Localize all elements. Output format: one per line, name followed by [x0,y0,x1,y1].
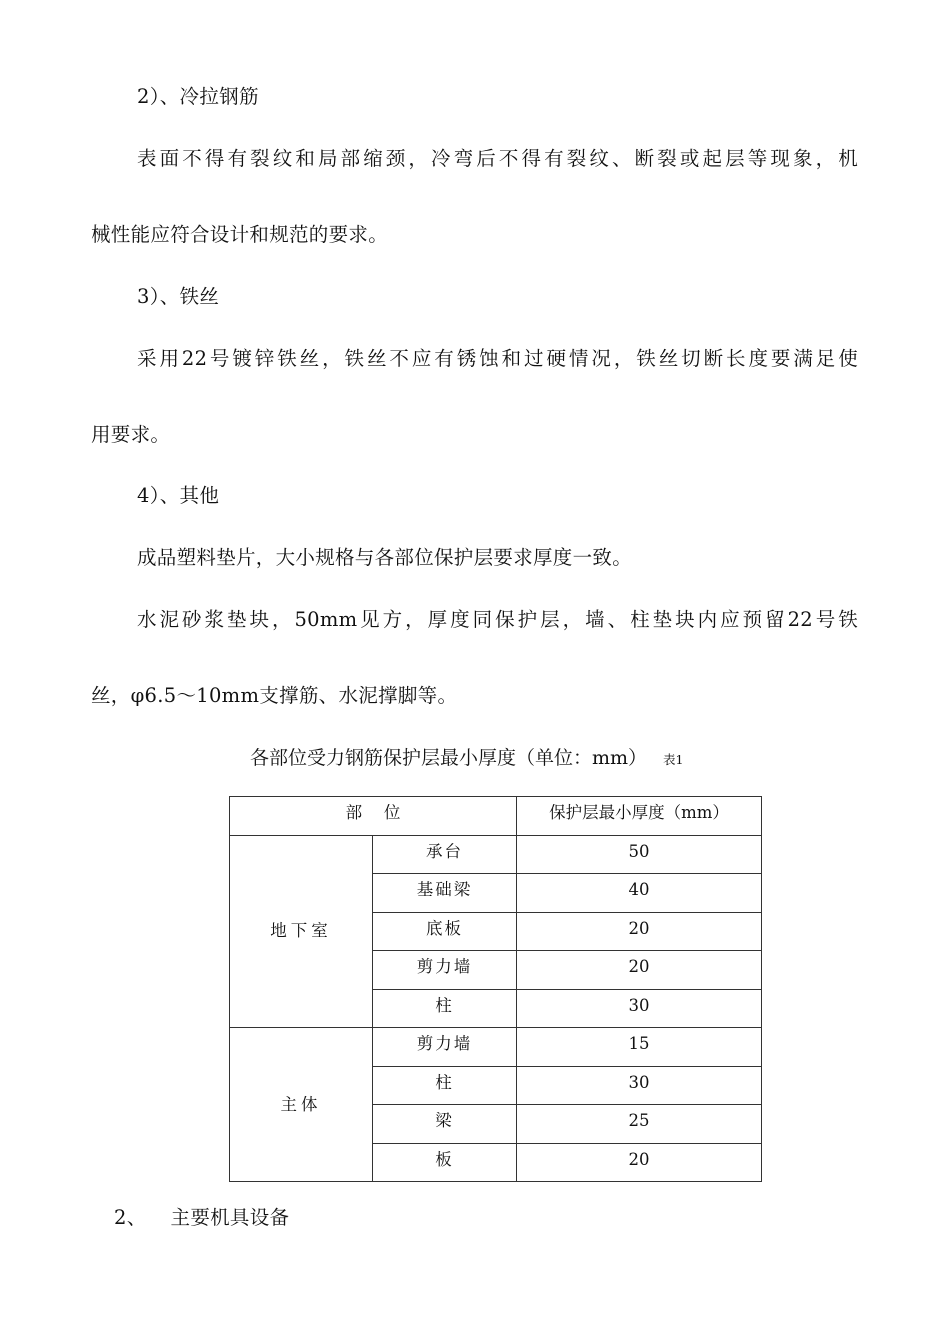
header-part-cell: 部 位 [230,797,517,836]
item-cell: 剪力墙 [373,951,517,990]
item-cell: 剪力墙 [373,1028,517,1067]
header-thickness-cell: 保护层最小厚度（mm） [517,797,762,836]
value-cell: 50 [517,835,762,874]
value-cell: 25 [517,1105,762,1144]
table-row [230,1028,762,1067]
value-cell: 20 [517,951,762,990]
paragraph-mortar-block-line1: 水泥砂浆垫块，50mm见方，厚度同保护层，墙、柱垫块内应预留22号铁 [137,608,858,631]
value-cell: 20 [517,912,762,951]
value-cell: 40 [517,874,762,913]
table-row [230,835,762,874]
paragraph-iron-wire-line2: 用要求。 [91,423,171,446]
heading-other: 4）、其他 [137,484,220,507]
value-cell: 20 [517,1143,762,1182]
table-header-row [230,797,762,836]
heading-iron-wire: 3）、铁丝 [137,285,220,308]
paragraph-plastic-spacer: 成品塑料垫片，大小规格与各部位保护层要求厚度一致。 [137,546,633,569]
paragraph-mortar-block-line2: 丝，φ6.5～10mm支撑筋、水泥撑脚等。 [91,684,458,707]
table-caption-tag: 表1 [663,752,684,767]
heading-cold-drawn-steel: 2）、冷拉钢筋 [137,85,259,108]
section-title: 主要机具设备 [170,1206,290,1229]
table-caption [250,743,684,775]
value-cell: 15 [517,1028,762,1067]
section-heading [114,1203,289,1233]
item-cell: 基础梁 [373,874,517,913]
item-cell: 底板 [373,912,517,951]
paragraph-iron-wire-line1: 采用22号镀锌铁丝，铁丝不应有锈蚀和过硬情况，铁丝切断长度要满足使 [137,347,858,370]
section-number: 2、 [114,1206,147,1229]
table-caption-title: 各部位受力钢筋保护层最小厚度（单位：mm） [250,747,648,769]
item-cell: 承台 [373,835,517,874]
item-cell: 柱 [373,1066,517,1105]
paragraph-cold-drawn-line1: 表面不得有裂纹和局部缩颈，冷弯后不得有裂纹、断裂或起层等现象，机 [137,147,858,170]
cover-thickness-table [229,796,762,1182]
item-cell: 柱 [373,989,517,1028]
group-basement-cell: 地下室 [230,835,373,1028]
paragraph-cold-drawn-line2: 械性能应符合设计和规范的要求。 [91,223,389,246]
group-main-structure-cell: 主体 [230,1028,373,1182]
item-cell: 梁 [373,1105,517,1144]
value-cell: 30 [517,1066,762,1105]
item-cell: 板 [373,1143,517,1182]
value-cell: 30 [517,989,762,1028]
